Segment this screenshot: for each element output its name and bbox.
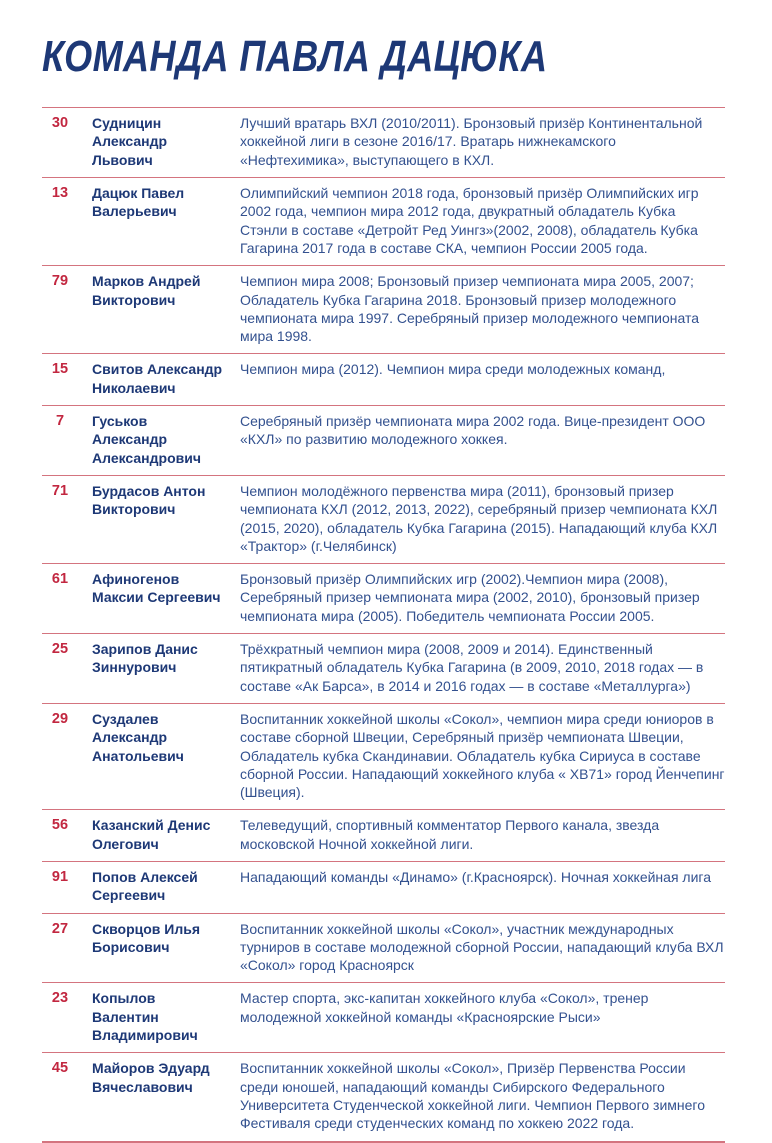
roster-row bbox=[42, 913, 725, 983]
player-description: Воспитанник хоккейной школы «Сокол», Призёр Первенства России среди юношей, нападающий команды Сибирского Федерального Университета Студенческой хоккейной лиги. Чемпион Первого зимнего Фестиваля среди студенческих команд по хоккею 2022 года. bbox=[240, 1060, 706, 1132]
player-description: Бронзовый призёр Олимпийских игр (2002).Чемпион мира (2008), Серебряный призер чемпионата мира (2002, 2010), бронзовый призер чемпионата мира (2005). Победитель чемпионата России 2005. bbox=[240, 571, 700, 624]
player-description: Воспитанник хоккейной школы «Сокол», чемпион мира среди юниоров в составе сборной Швеции, Серебряный призёр чемпионата Швеции, Обладатель кубка Скандинавии. Обладатель кубка Сириуса в составе сборной России. Нападающий хоккейного клуба « ХВ71» город Йенчепинг (Швеция). bbox=[240, 710, 725, 801]
player-name: Афиногенов Максии Сергеевич bbox=[92, 571, 221, 606]
player-description: Воспитанник хоккейной школы «Сокол», участник международных турниров в составе молодежной сборной России, нападающий клуба ВХЛ «Сокол» город Красноярск bbox=[240, 920, 724, 974]
player-name: Гуськов Александр Александрович bbox=[92, 413, 201, 466]
player-number: 27 bbox=[51, 920, 69, 937]
roster-row bbox=[42, 703, 725, 809]
roster-row bbox=[42, 107, 725, 177]
roster-row bbox=[42, 177, 725, 265]
roster-row bbox=[42, 563, 725, 633]
page-title: КОМАНДА ПАВЛА ДАЦЮКА bbox=[42, 32, 548, 81]
player-description: Нападающий команды «Динамо» (г.Красноярск). Ночная хоккейная лига bbox=[240, 868, 711, 885]
player-number: 61 bbox=[51, 571, 69, 588]
player-name: Судницин Александр Львович bbox=[92, 115, 168, 168]
player-number: 29 bbox=[51, 710, 69, 727]
player-number: 25 bbox=[51, 641, 69, 658]
player-name: Бурдасов Антон Викторович bbox=[92, 482, 206, 518]
roster-row bbox=[42, 861, 725, 913]
roster-row bbox=[42, 1052, 725, 1140]
player-description: Серебряный призёр чемпионата мира 2002 года. Вице-президент ООО «КХЛ» по развитию молодежного хоккея. bbox=[240, 413, 706, 448]
player-name: Свитов Александр Николаевич bbox=[92, 361, 223, 396]
player-description: Чемпион молодёжного первенства мира (2011), бронзовый призер чемпионата КХЛ (2012, 2013, 2022), серебряный призер чемпионата КХЛ (2015, 2020), обладатель Кубка Гагарина (2015). Нападающий клуба КХЛ «Трактор» (г.Челябинск) bbox=[240, 482, 718, 554]
roster-row bbox=[42, 633, 725, 703]
player-description: Чемпион мира (2012). Чемпион мира среди молодежных команд, bbox=[240, 361, 666, 378]
roster-row bbox=[42, 353, 725, 405]
player-number: 7 bbox=[55, 413, 65, 430]
player-name: Зарипов Данис Зиннурович bbox=[92, 641, 198, 676]
player-number: 71 bbox=[51, 482, 69, 499]
player-number: 56 bbox=[51, 817, 69, 834]
roster-row bbox=[42, 265, 725, 353]
roster-row bbox=[42, 809, 725, 861]
player-number: 30 bbox=[51, 115, 69, 132]
roster-row bbox=[42, 982, 725, 1052]
player-number: 91 bbox=[51, 868, 69, 885]
player-name: Суздалев Александр Анатольевич bbox=[92, 710, 184, 764]
player-name: Майоров Эдуард Вячеславович bbox=[92, 1060, 210, 1095]
player-number: 23 bbox=[51, 990, 69, 1007]
player-description: Телеведущий, спортивный комментатор Первого канала, звезда московской Ночной хоккейной лиги. bbox=[240, 817, 660, 852]
player-name: Марков Андрей Викторович bbox=[92, 273, 201, 308]
player-description: Чемпион мира 2008; Бронзовый призер чемпионата мира 2005, 2007; Обладатель Кубка Гагарина 2018. Бронзовый призер молодежного чемпионата мира 1997. Серебряный призер молодежного чемпионата мира 1998. bbox=[240, 273, 700, 345]
player-description: Мастер спорта, экс-капитан хоккейного клуба «Сокол», тренер молодежной хоккейной команды «Красноярские Рыси» bbox=[240, 990, 649, 1025]
player-number: 13 bbox=[51, 185, 69, 202]
player-name: Копылов Валентин Владимирович bbox=[92, 990, 198, 1044]
player-name: Скворцов Илья Борисович bbox=[92, 920, 201, 955]
roster-row bbox=[42, 475, 725, 563]
player-name: Казанский Денис Олегович bbox=[92, 817, 211, 852]
roster-row bbox=[42, 405, 725, 475]
player-number: 79 bbox=[51, 273, 69, 290]
roster-table bbox=[42, 107, 725, 1142]
player-description: Трёхкратный чемпион мира (2008, 2009 и 2014). Единственный пятикратный обладатель Кубка Гагарина (в 2009, 2010, 2018 годах — в составе «Ак Барса», в 2014 и 2016 годах — в составе «Металлурга») bbox=[240, 641, 704, 694]
player-description: Лучший вратарь ВХЛ (2010/2011). Бронзовый призёр Континентальной хоккейной лиги в сезоне 2016/17. Вратарь нижнекамского «Нефтехимика», выступающего в КХЛ. bbox=[240, 115, 703, 168]
player-name: Попов Алексей Сергеевич bbox=[92, 868, 198, 904]
player-number: 45 bbox=[51, 1060, 69, 1077]
player-name: Дацюк Павел Валерьевич bbox=[92, 185, 185, 220]
player-description: Олимпийский чемпион 2018 года, бронзовый призёр Олимпийских игр 2002 года, чемпион мира 2012 года, двукратный обладатель Кубка Стэнли в составе «Детройт Ред Уингз»(2002, 2008), обладатель Кубка Гагарина 2017 года в составе СКА, чемпион России 2005 года. bbox=[240, 185, 699, 256]
player-number: 15 bbox=[51, 361, 69, 378]
